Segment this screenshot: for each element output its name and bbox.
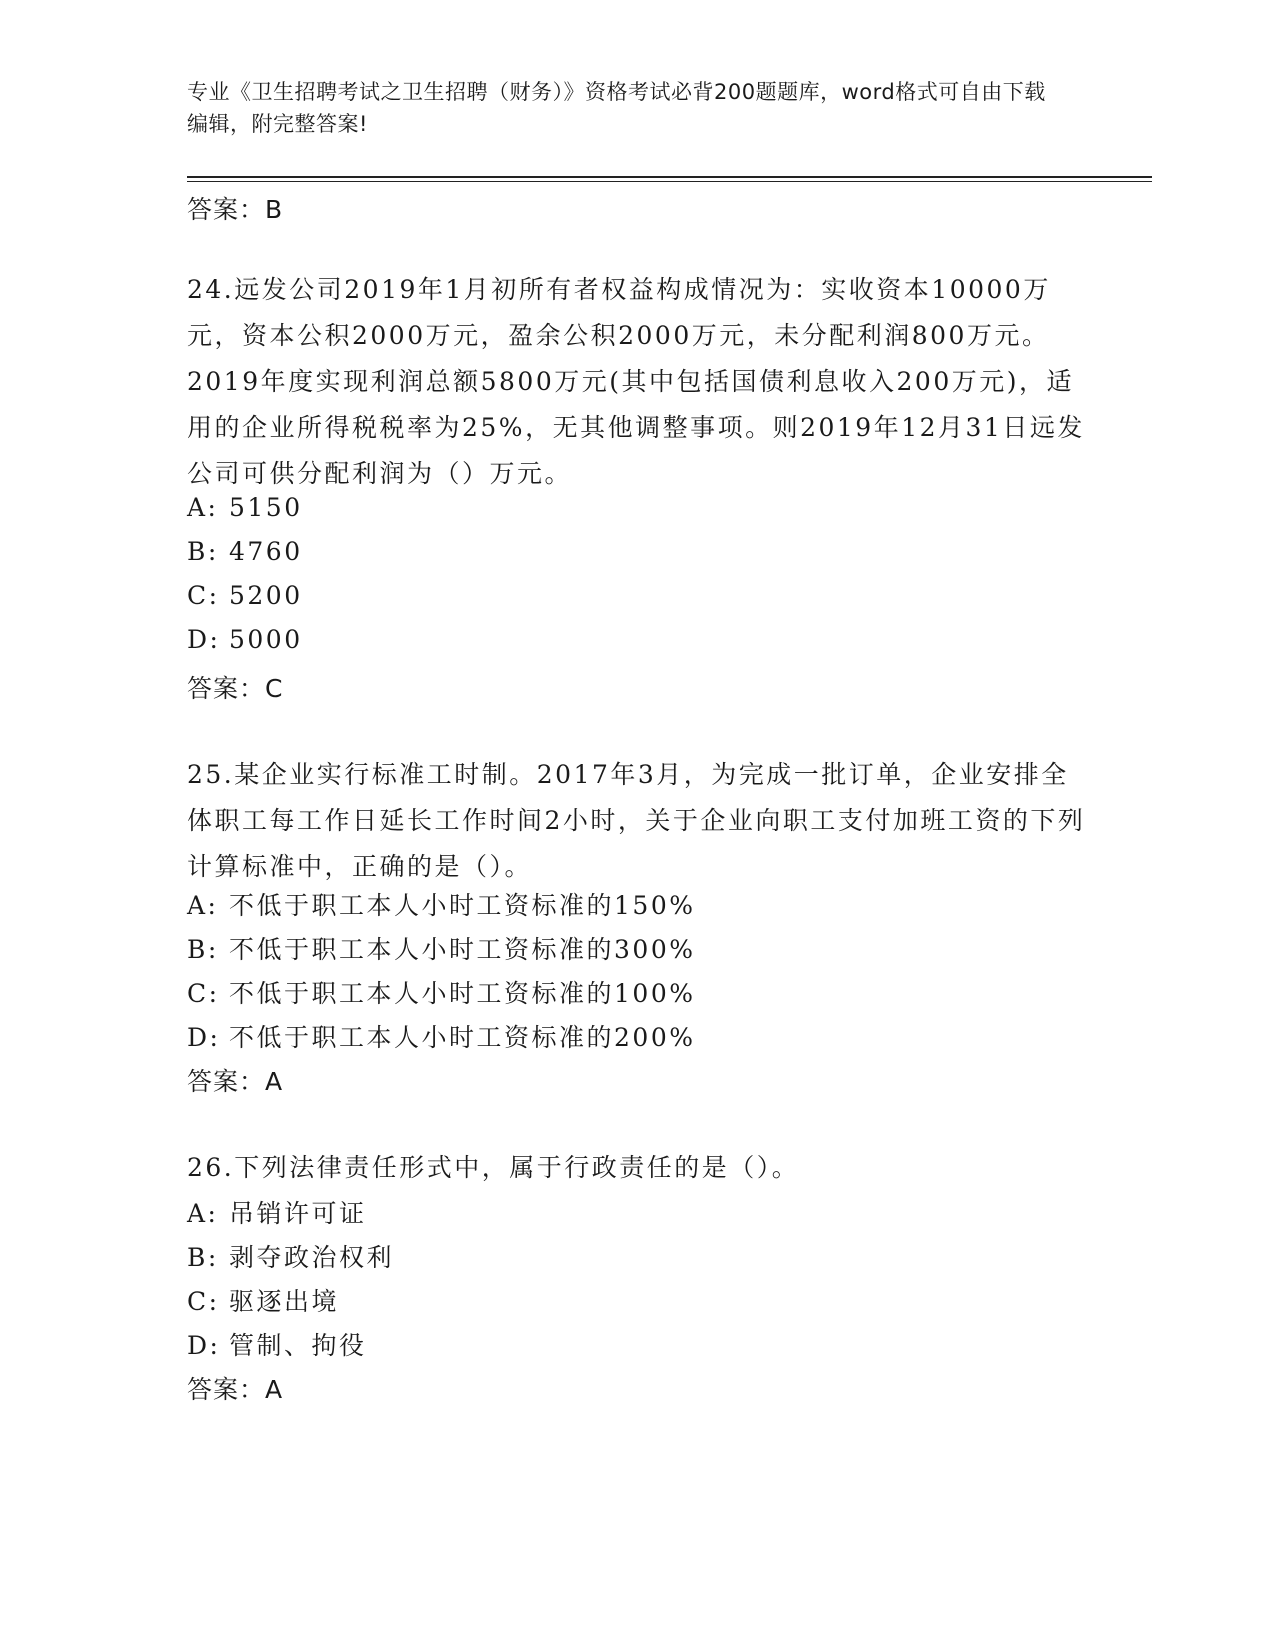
option-text: 不低于职工本人小时工资标准的150% <box>229 891 696 920</box>
option-text: 不低于职工本人小时工资标准的300% <box>229 935 696 964</box>
option-letter: C: <box>187 1287 220 1316</box>
option-letter: A: <box>187 891 219 920</box>
option-text: 驱逐出境 <box>229 1287 340 1316</box>
option-text: 5150 <box>229 493 303 522</box>
question-26-option-c <box>187 1282 339 1318</box>
option-text: 不低于职工本人小时工资标准的100% <box>229 979 696 1008</box>
question-26-answer: 答案：A <box>187 1375 284 1404</box>
header-rule-thick <box>187 176 1152 178</box>
previous-answer: 答案：B <box>187 195 284 224</box>
question-25-option-c <box>187 974 695 1010</box>
option-letter: A: <box>187 493 219 522</box>
question-26-option-a <box>187 1194 367 1230</box>
option-text: 5200 <box>229 581 303 610</box>
question-26-option-d <box>187 1326 367 1362</box>
option-text: 管制、拘役 <box>229 1331 367 1360</box>
option-letter: C: <box>187 581 220 610</box>
question-25-option-b <box>187 930 695 966</box>
option-text: 不低于职工本人小时工资标准的200% <box>229 1023 696 1052</box>
option-letter: D: <box>187 1023 221 1052</box>
document-header: 专业《卫生招聘考试之卫生招聘（财务）》资格考试必背200题题库，word格式可自由下载编辑，附完整答案! <box>187 80 1046 136</box>
question-24-stem: 24.远发公司2019年1月初所有者权益构成情况为：实收资本10000万元，资本公积2000万元，盈余公积2000万元，未分配利润800万元。2019年度实现利润总额5800万元(其中包括国债利息收入200万元)，适用的企业所得税税率为25%，无其他调整事项。则2019年12月31日远发公司可供分配利润为（）万元。 <box>187 275 1085 488</box>
option-letter: B: <box>187 537 219 566</box>
option-letter: A: <box>187 1199 219 1228</box>
header-rule-thin <box>187 181 1152 182</box>
question-24-answer: 答案：C <box>187 674 284 703</box>
option-letter: C: <box>187 979 220 1008</box>
option-letter: D: <box>187 625 221 654</box>
question-25-stem: 25.某企业实行标准工时制。2017年3月，为完成一批订单，企业安排全体职工每工作日延长工作时间2小时，关于企业向职工支付加班工资的下列计算标准中，正确的是（）。 <box>187 760 1086 881</box>
option-letter: D: <box>187 1331 221 1360</box>
question-25-option-a <box>187 886 695 922</box>
question-24-option-c <box>187 581 303 610</box>
question-26-stem: 26.下列法律责任形式中，属于行政责任的是（）。 <box>187 1153 800 1182</box>
question-25-answer: 答案：A <box>187 1067 284 1096</box>
question-24-option-a <box>187 493 303 522</box>
question-24-option-b <box>187 537 303 566</box>
option-text: 4760 <box>229 537 303 566</box>
option-letter: B: <box>187 1243 219 1272</box>
question-25-option-d <box>187 1018 695 1054</box>
question-26-option-b <box>187 1238 394 1274</box>
option-text: 5000 <box>229 625 303 654</box>
option-letter: B: <box>187 935 219 964</box>
option-text: 剥夺政治权利 <box>229 1243 395 1272</box>
option-text: 吊销许可证 <box>229 1199 367 1228</box>
question-24-option-d <box>187 625 303 654</box>
